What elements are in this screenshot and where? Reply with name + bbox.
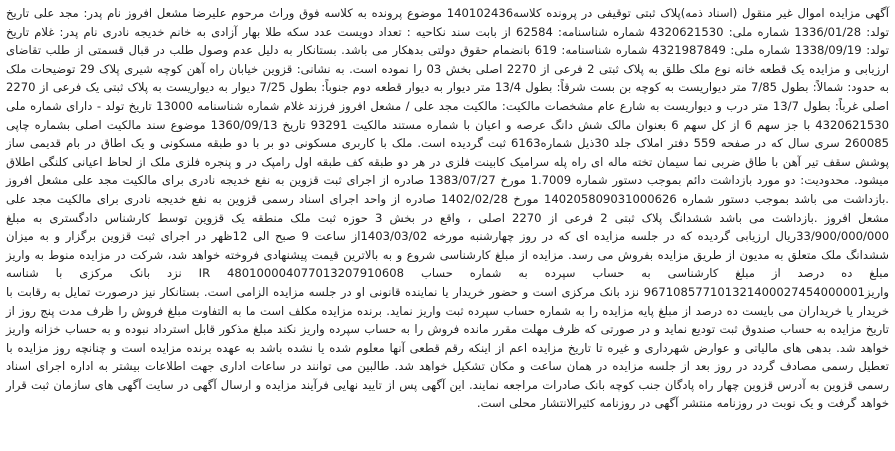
auction-notice-text: آگهی مزایده اموال غیر منقول (اسناد ذمه)پلاک ثبتی توقیفی در پرونده کلاسه140102436 موضوع پرونده به کلاسه فوق وراث مرحوم علیرضا مشعل افروز نام پدر: مجد علی تاریخ تولد: 1336/01/28 شماره ملی: 4320621530 شماره شناسنامه: 62584 از بابت سند نکاحیه : تعداد دویست عدد سکه طلا بهار آزادی به خانم خدیجه نادری نام پدر: غلام تاریخ تولد: 1338/09/19 شماره ملی: 4321987849 شماره شناسنامه: 619 بانضمام حقوق دولتی بدهکار می باشد. بستانکار به دلیل عدم وصول طلب در قبال قسمتی از طلب تقاضای ارزیابی و مزایده یک قطعه خانه نوع ملک طلق به پلاک ثبتی 2 فرعی از 2270 اصلی بخش 03 را نموده است. به نشانی: قزوین خیابان راه آهن کوچه شیری پلاک 29 توضیحات ملک به حدود: شمالاً: بطول 7/85 متر دیواریست به کوچه بن بست شرقاً: بطول 13/4 متر دیوار به دیوار قطعه دوم جنوباً: بطول 7/25 دیوار به دیواریست به پلاک ثبتی یک فرعی از 2270 اصلی غرباً: بطول 13/7 متر درب و دیواریست به شارع عام مشخصات مالکیت: مالکیت مجد علی / مشعل افروز فرزند غلام شماره شناسنامه 13000 تاریخ تولد - دارای شماره ملی 4320621530 با جز سهم 6 از کل سهم 6 بعنوان مالک شش دانگ عرصه و اعیان با شماره مستند مالکیت 93291 تاریخ 1360/09/13 موضوع سند مالکیت اصلی بشماره چاپی 260085 سری سال که در صفحه 559 دفتر املاک جلد 30ذیل شماره6163 ثبت گردیده است. ملک با کاربری مسکونی دو بر با دو طبقه مسکونی و یک اطاق در بام قدیمی ساز پوشش سقف تیر آهن با طاق ضربی نما سیمان تخته ماله ای راه پله سرامیک کابینت فلزی در هر دو طبقه کف طبقه اول رامپک در و پنجره فلزی ملک از لحاظ اعیانی کلنگی اطلاق میشود. محدودیت: دو مورد بازداشت دائم بموجب دستور شماره 1.7009 مورخ 1383/07/27 صادره از اجرای ثبت قزوین به نفع خدیجه نادری برای مالکیت مجد علی مشعل افروز .بازداشت می باشد بموجب دستور شماره 140205809031000626 مورخ 1402/02/28 صادره از واحد اجرای اسناد رسمی قزوین به نفع خدیجه نادری برای مالکیت مجد علی مشعل افروز .بازداشت می باشد ششدانگ پلاک ثبتی 2 فرعی از 2270 اصلی ، واقع در بخش 3 حوزه ثبت ملک منطقه یک قزوین توسط کارشناس دادگستری به مبلغ 33/900/000/000ریال ارزیابی گردیده که در جلسه مزایده ای که در روز چهارشنبه مورخه 1403/03/02از ساعت 9 صبح الی 12ظهر در اجرای ثبت قزوین برگزار و به میزان ششدانگ ملک متعلق به مدیون از طریق مزایده بفروش می رسد. مزایده از مبلغ کارشناسی شروع و به بالاترین قیمت پیشنهادی فروخته خواهد شد، شرکت در مزایده منوط به واریز مبلغ ده درصد از مبلغ کارشناسی به حساب سپرده به شماره حساب IR 480100004077013207910608 نزد بانک مرکزی با شناسه واریز967108577101321400027454000001 نزد بانک مرکزی است و حضور خریدار یا نماینده قانونی او در جلسه مزایده الزامی است. بستانکار نیز درصورت تمایل به رقابت با خریدار یا خریداران می بایست ده درصد از مبلغ پایه مزایده را به شماره حساب سپرده ثبت واریز نماید. برنده مزایده مکلف است ما به التفاوت مبلغ فروش را ظرف مدت پنج روز از تاریخ مزایده به حساب صندوق ثبت تودیع نماید و در صورتی که ظرف مهلت مقرر مانده فروش را به حساب سپرده واریز نکند مبلغ مذکور قابل استرداد نبوده و به حساب خزانه واریز خواهد شد. بدهی های مالیاتی و عوارض شهرداری و غیره تا تاریخ مزایده اعم از اینکه رقم قطعی آنها معلوم شده یا نشده باشد به عهده برنده مزایده است و چنانچه روز مزایده با تعطیل رسمی مصادف گردد در روز بعد از جلسه مزایده در همان ساعت و مکان تشکیل خواهد شد. طالبین می توانند در ساعات اداری جهت اطلاعات بیشتر به اداره اجرای اسناد رسمی قزوین به آدرس قزوین چهار راه پادگان جنب کوچه بانک صادرات مراجعه نمایند. این آگهی پس از تایید نهایی فرآیند مزایده و ارسال آگهی در سایت آگهی های سازمان ثبت قرار خواهد گرفت و یک نوبت در روزنامه منتشر آگهی در روزنامه کثیرالانتشار محلی است. bbox=[6, 6, 890, 411]
